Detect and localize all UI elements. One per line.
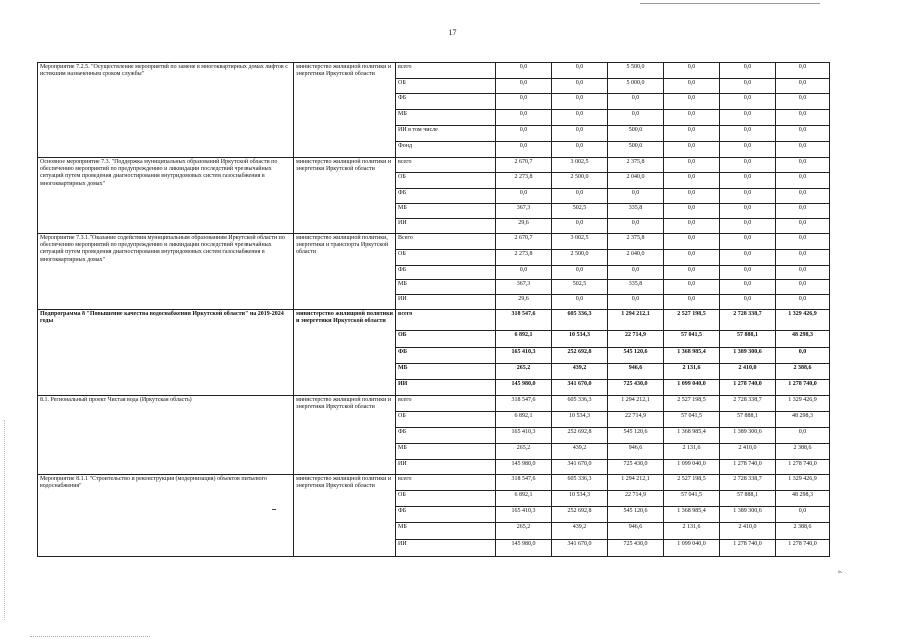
funding-value: 0,0 — [776, 158, 830, 173]
funding-value: 0,0 — [776, 126, 830, 142]
funding-value: 29,6 — [496, 219, 552, 234]
responsible-executor: министерство жилищной политики, энергетики и транспорта Иркутской области — [294, 234, 396, 310]
funding-source: МБ — [396, 110, 496, 126]
funding-value: 0,0 — [496, 110, 552, 126]
funding-value: 2 670,7 — [496, 234, 552, 250]
funding-value: 1 294 212,1 — [608, 475, 664, 491]
funding-value: 57 888,1 — [720, 491, 776, 507]
funding-value: 2 527 198,5 — [664, 475, 720, 491]
funding-value: 252 692,8 — [552, 428, 608, 444]
funding-source: ОБ — [396, 412, 496, 428]
funding-value: 145 980,0 — [496, 460, 552, 475]
funding-value: 0,0 — [776, 189, 830, 204]
funding-value: 0,0 — [776, 142, 830, 158]
funding-value: 0,0 — [664, 189, 720, 204]
funding-value: 0,0 — [496, 79, 552, 94]
funding-value: 48 298,3 — [776, 412, 830, 428]
funding-value: 0,0 — [664, 94, 720, 110]
responsible-executor: министерство жилищной политики и энергетики Иркутской области — [294, 396, 396, 475]
funding-value: 48 298,3 — [776, 331, 830, 348]
funding-value: 2 273,8 — [496, 250, 552, 266]
funding-value: 0,0 — [776, 348, 830, 364]
funding-source: ИИ — [396, 380, 496, 396]
funding-value: 145 980,0 — [496, 380, 552, 396]
funding-value: 2 388,6 — [776, 364, 830, 380]
funding-value: 439,2 — [552, 364, 608, 380]
funding-value: 0,0 — [664, 126, 720, 142]
funding-value: 29,6 — [496, 295, 552, 310]
funding-value: 439,2 — [552, 523, 608, 540]
funding-value: 2 410,0 — [720, 444, 776, 460]
funding-value: 500,0 — [608, 126, 664, 142]
funding-value: 1 099 040,0 — [664, 460, 720, 475]
funding-source: ИИ в том числе — [396, 126, 496, 142]
table-row — [38, 158, 830, 173]
funding-source: ИИ — [396, 295, 496, 310]
funding-source: ФБ — [396, 348, 496, 364]
funding-value: 2 388,6 — [776, 444, 830, 460]
funding-value: 946,6 — [608, 444, 664, 460]
funding-value: 0,0 — [720, 234, 776, 250]
funding-value: 265,2 — [496, 523, 552, 540]
funding-value: 252 692,8 — [552, 507, 608, 523]
funding-value: 545 120,6 — [608, 428, 664, 444]
funding-value: 0,0 — [664, 234, 720, 250]
funding-value: 0,0 — [496, 142, 552, 158]
funding-value: 2 131,6 — [664, 364, 720, 380]
responsible-executor: министерство жилищной политики и энергетики Иркутской области — [294, 475, 396, 557]
funding-value: 605 336,3 — [552, 396, 608, 412]
funding-value: 0,0 — [776, 79, 830, 94]
funding-value: 0,0 — [776, 94, 830, 110]
funding-value: 1 099 040,0 — [664, 540, 720, 557]
funding-value: 0,0 — [720, 250, 776, 266]
funding-value: 502,5 — [552, 280, 608, 295]
funding-value: 2 388,6 — [776, 523, 830, 540]
table-row — [38, 234, 830, 250]
funding-value: 2 527 198,5 — [664, 310, 720, 331]
funding-source: ФБ — [396, 94, 496, 110]
funding-value: 0,0 — [720, 280, 776, 295]
funding-value: 0,0 — [776, 507, 830, 523]
funding-value: 318 547,6 — [496, 310, 552, 331]
funding-value: 0,0 — [664, 79, 720, 94]
funding-value: 10 534,3 — [552, 491, 608, 507]
funding-source: ФБ — [396, 189, 496, 204]
funding-value: 1 294 212,1 — [608, 396, 664, 412]
activity-name: Подпрограмма 8 "Повышение качества водоснабжения Иркутской области" на 2019-2024 годы — [38, 310, 294, 396]
funding-value: 22 714,9 — [608, 331, 664, 348]
funding-value: 341 670,0 — [552, 380, 608, 396]
funding-value: 1 368 985,4 — [664, 428, 720, 444]
funding-value: 0,0 — [720, 142, 776, 158]
funding-value: 10 534,3 — [552, 412, 608, 428]
funding-value: 6 892,1 — [496, 491, 552, 507]
funding-value: 545 120,6 — [608, 348, 664, 364]
funding-value: 0,0 — [552, 79, 608, 94]
funding-value: 0,0 — [720, 158, 776, 173]
funding-value: 1 329 426,9 — [776, 396, 830, 412]
funding-value: 0,0 — [608, 219, 664, 234]
funding-value: 2 410,0 — [720, 523, 776, 540]
funding-value: 2 410,0 — [720, 364, 776, 380]
funding-source: всего — [396, 475, 496, 491]
funding-source: ФБ — [396, 507, 496, 523]
stray-dash-mark — [272, 509, 276, 510]
funding-value: 1 368 985,4 — [664, 507, 720, 523]
funding-value: 0,0 — [664, 158, 720, 173]
funding-value: 2 728 338,7 — [720, 396, 776, 412]
funding-value: 165 410,3 — [496, 428, 552, 444]
funding-value: 6 892,1 — [496, 412, 552, 428]
funding-source: ОБ — [396, 491, 496, 507]
funding-value: 725 430,0 — [608, 460, 664, 475]
funding-value: 0,0 — [776, 219, 830, 234]
funding-value: 1 278 740,0 — [720, 380, 776, 396]
budget-table — [37, 62, 830, 557]
funding-value: 0,0 — [720, 219, 776, 234]
funding-value: 725 430,0 — [608, 380, 664, 396]
funding-value: 0,0 — [776, 250, 830, 266]
funding-value: 2 375,8 — [608, 234, 664, 250]
funding-value: 2 500,0 — [552, 250, 608, 266]
funding-value: 605 336,3 — [552, 475, 608, 491]
top-rule — [640, 3, 820, 4]
funding-value: 3 002,5 — [552, 158, 608, 173]
funding-value: 0,0 — [776, 295, 830, 310]
funding-value: 22 714,9 — [608, 412, 664, 428]
funding-value: 0,0 — [720, 94, 776, 110]
funding-value: 341 670,0 — [552, 540, 608, 557]
funding-value: 0,0 — [776, 234, 830, 250]
funding-value: 2 375,8 — [608, 158, 664, 173]
funding-value: 0,0 — [496, 63, 552, 79]
funding-source: ФБ — [396, 266, 496, 280]
funding-source: Всего — [396, 234, 496, 250]
funding-value: 57 888,1 — [720, 412, 776, 428]
funding-value: 0,0 — [720, 173, 776, 189]
funding-source: всего — [396, 158, 496, 173]
page-number: 17 — [448, 28, 457, 37]
funding-value: 0,0 — [552, 110, 608, 126]
funding-value: 0,0 — [664, 295, 720, 310]
funding-value: 2 670,7 — [496, 158, 552, 173]
responsible-executor: министерство жилищной политики и энергетики Иркутской области — [294, 63, 396, 158]
funding-value: 57 041,5 — [664, 412, 720, 428]
funding-value: 0,0 — [776, 280, 830, 295]
funding-value: 0,0 — [608, 189, 664, 204]
funding-value: 145 980,0 — [496, 540, 552, 557]
funding-value: 0,0 — [664, 63, 720, 79]
funding-value: 6 892,1 — [496, 331, 552, 348]
funding-value: 1 278 740,0 — [776, 380, 830, 396]
funding-source: ОБ — [396, 173, 496, 189]
funding-value: 1 294 212,1 — [608, 310, 664, 331]
funding-value: 2 040,0 — [608, 173, 664, 189]
funding-source: МБ — [396, 364, 496, 380]
funding-value: 0,0 — [552, 94, 608, 110]
funding-value: 0,0 — [720, 110, 776, 126]
funding-value: 265,2 — [496, 364, 552, 380]
funding-value: 5 500,0 — [608, 63, 664, 79]
funding-value: 0,0 — [496, 126, 552, 142]
funding-value: 2 131,6 — [664, 444, 720, 460]
funding-source: МБ — [396, 204, 496, 219]
funding-value: 0,0 — [720, 79, 776, 94]
funding-value: 335,8 — [608, 280, 664, 295]
funding-value: 10 534,3 — [552, 331, 608, 348]
funding-value: 318 547,6 — [496, 396, 552, 412]
funding-value: 0,0 — [664, 204, 720, 219]
funding-value: 0,0 — [552, 219, 608, 234]
funding-value: 341 670,0 — [552, 460, 608, 475]
table-row — [38, 396, 830, 412]
funding-value: 0,0 — [664, 250, 720, 266]
funding-value: 0,0 — [496, 266, 552, 280]
funding-source: МБ — [396, 444, 496, 460]
funding-value: 2 500,0 — [552, 173, 608, 189]
funding-value: 2 040,0 — [608, 250, 664, 266]
funding-value: 0,0 — [552, 189, 608, 204]
funding-value: 2 728 338,7 — [720, 475, 776, 491]
funding-value: 0,0 — [608, 266, 664, 280]
funding-value: 500,0 — [608, 142, 664, 158]
funding-value: 2 728 338,7 — [720, 310, 776, 331]
funding-source: всего — [396, 310, 496, 331]
responsible-executor: министерство жилищной политики и энергетики Иркутской области — [294, 310, 396, 396]
funding-source: ОБ — [396, 79, 496, 94]
funding-value: 725 430,0 — [608, 540, 664, 557]
funding-source: МБ — [396, 280, 496, 295]
funding-value: 0,0 — [552, 295, 608, 310]
funding-source: всего — [396, 63, 496, 79]
funding-value: 1 329 426,9 — [776, 310, 830, 331]
activity-name: 8.1. Региональный проект Чистая вода (Иркутская область) — [38, 396, 294, 475]
funding-value: 0,0 — [720, 63, 776, 79]
funding-value: 165 410,3 — [496, 507, 552, 523]
funding-value: 946,6 — [608, 364, 664, 380]
funding-value: 1 329 426,9 — [776, 475, 830, 491]
funding-value: 0,0 — [776, 204, 830, 219]
table-row — [38, 63, 830, 79]
funding-value: 252 692,8 — [552, 348, 608, 364]
trailing-mark: ». — [838, 569, 843, 575]
funding-value: 0,0 — [720, 126, 776, 142]
funding-value: 0,0 — [608, 94, 664, 110]
funding-value: 0,0 — [720, 266, 776, 280]
funding-value: 0,0 — [776, 266, 830, 280]
funding-value: 1 278 740,0 — [776, 460, 830, 475]
funding-value: 0,0 — [720, 295, 776, 310]
funding-value: 0,0 — [496, 94, 552, 110]
funding-value: 57 041,5 — [664, 331, 720, 348]
funding-value: 335,8 — [608, 204, 664, 219]
activity-name: Мероприятие 8.1.1 "Строительство и реконструкция (модернизация) объектов питьевого водоснабжения" — [38, 475, 294, 557]
funding-value: 0,0 — [608, 110, 664, 126]
funding-value: 165 410,3 — [496, 348, 552, 364]
funding-value: 0,0 — [664, 266, 720, 280]
funding-value: 1 278 740,0 — [720, 460, 776, 475]
funding-value: 0,0 — [776, 428, 830, 444]
funding-source: всего — [396, 396, 496, 412]
table-row — [38, 475, 830, 491]
funding-value: 0,0 — [776, 173, 830, 189]
responsible-executor: министерство жилищной политики и энергетики Иркутской области — [294, 158, 396, 234]
funding-value: 0,0 — [552, 142, 608, 158]
funding-value: 1 389 300,6 — [720, 348, 776, 364]
funding-value: 2 131,6 — [664, 523, 720, 540]
left-edge-scan-marks — [4, 420, 7, 620]
funding-source: ОБ — [396, 250, 496, 266]
funding-value: 502,5 — [552, 204, 608, 219]
table-row — [38, 310, 830, 331]
funding-value: 5 000,0 — [608, 79, 664, 94]
funding-value: 0,0 — [720, 204, 776, 219]
funding-value: 0,0 — [664, 110, 720, 126]
funding-value: 0,0 — [496, 189, 552, 204]
funding-value: 3 002,5 — [552, 234, 608, 250]
funding-source: Фонд — [396, 142, 496, 158]
funding-value: 367,3 — [496, 280, 552, 295]
funding-value: 57 041,5 — [664, 491, 720, 507]
funding-value: 0,0 — [552, 63, 608, 79]
funding-source: ИИ — [396, 460, 496, 475]
funding-source: МБ — [396, 523, 496, 540]
funding-value: 0,0 — [776, 110, 830, 126]
funding-value: 0,0 — [720, 189, 776, 204]
funding-value: 367,3 — [496, 204, 552, 219]
funding-value: 0,0 — [776, 63, 830, 79]
funding-value: 57 888,1 — [720, 331, 776, 348]
funding-source: ОБ — [396, 331, 496, 348]
activity-name: Основное мероприятие 7.3. "Поддержка муниципальных образований Иркутской области по обеспечению мероприятий по предупреждению и ликвидации последствий чрезвычайных ситуаций путем проведения диагностирования внутридомовых систем газоснабжения в многоквартирных домах" — [38, 158, 294, 234]
funding-value: 265,2 — [496, 444, 552, 460]
funding-value: 2 273,8 — [496, 173, 552, 189]
funding-value: 2 527 198,5 — [664, 396, 720, 412]
funding-value: 0,0 — [608, 295, 664, 310]
funding-source: ФБ — [396, 428, 496, 444]
activity-name: Мероприятие 7.3.1."Оказание содействия муниципальным образованиям Иркутской области по обеспечению мероприятий по предупреждению и ликвидации последствий чрезвычайных ситуаций путем проведения диагностирования внутридомовых систем газоснабжения в многоквартирных домах" — [38, 234, 294, 310]
funding-value: 0,0 — [664, 142, 720, 158]
activity-name: Мероприятие 7.2.5. "Осуществление мероприятий по замене в многоквартирных домах лифтов с истекшим назначенным сроком службы" — [38, 63, 294, 158]
funding-value: 439,2 — [552, 444, 608, 460]
funding-value: 0,0 — [664, 219, 720, 234]
funding-value: 1 099 040,0 — [664, 380, 720, 396]
funding-value: 0,0 — [552, 266, 608, 280]
funding-value: 22 714,9 — [608, 491, 664, 507]
bottom-scan-line — [30, 636, 150, 637]
funding-source: ИИ — [396, 219, 496, 234]
funding-value: 545 120,6 — [608, 507, 664, 523]
funding-value: 946,6 — [608, 523, 664, 540]
funding-value: 0,0 — [664, 173, 720, 189]
funding-value: 48 298,3 — [776, 491, 830, 507]
funding-value: 318 547,6 — [496, 475, 552, 491]
funding-value: 1 278 740,0 — [720, 540, 776, 557]
funding-value: 1 278 740,0 — [776, 540, 830, 557]
funding-value: 1 368 985,4 — [664, 348, 720, 364]
funding-value: 1 389 300,6 — [720, 428, 776, 444]
funding-value: 1 389 300,6 — [720, 507, 776, 523]
funding-value: 0,0 — [552, 126, 608, 142]
funding-value: 0,0 — [664, 280, 720, 295]
funding-source: ИИ — [396, 540, 496, 557]
funding-value: 605 336,3 — [552, 310, 608, 331]
